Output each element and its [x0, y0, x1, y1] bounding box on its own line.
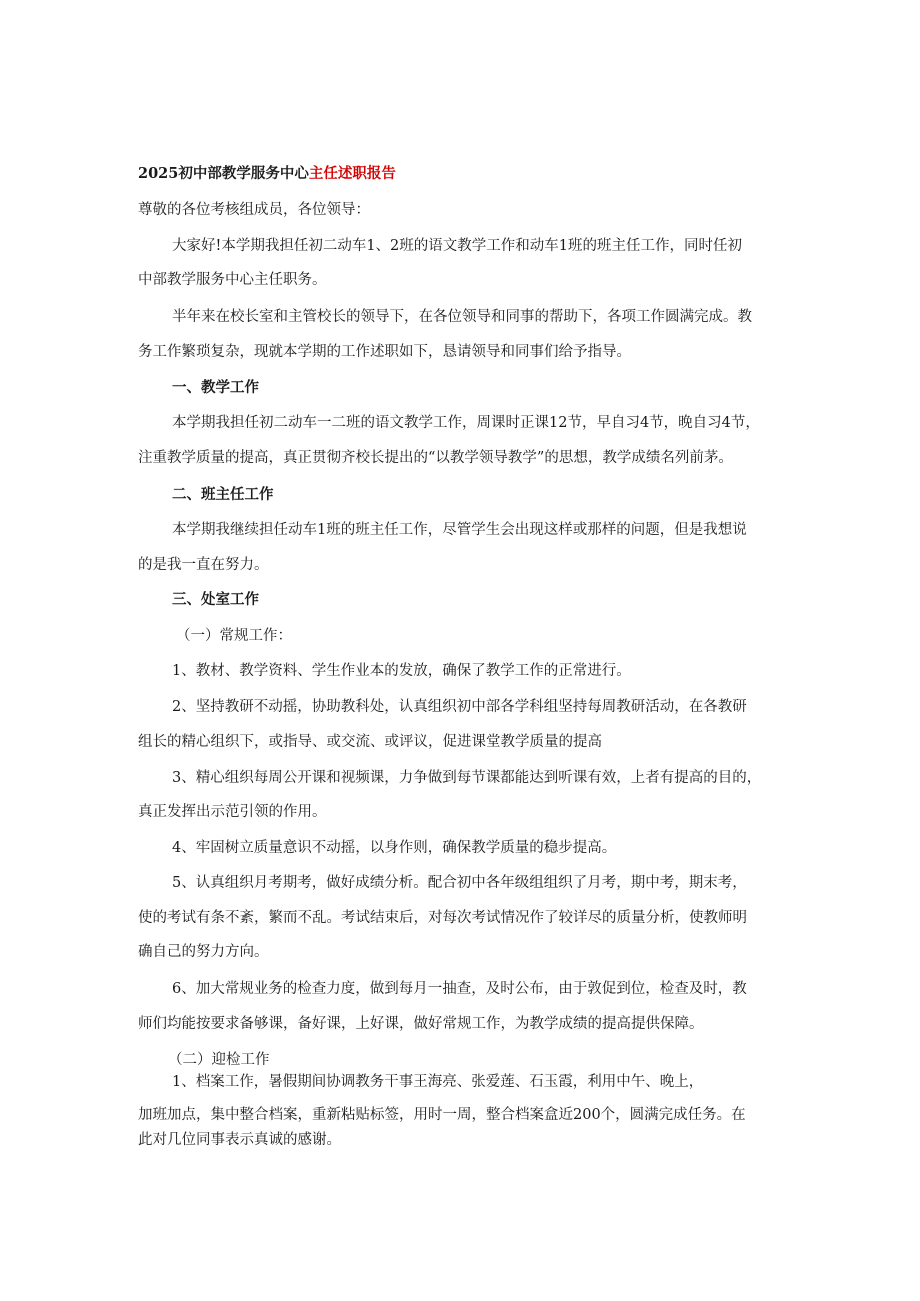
paragraph-line: 大家好!本学期我担任初二动车1、2班的语文教学工作和动车1班的班主任工作，同时任初	[172, 238, 742, 254]
paragraph-line: 务工作繁琐复杂，现就本学期的工作述职如下，恳请领导和同事们给予指导。	[138, 344, 631, 360]
list-item: 组长的精心组织下，或指导、或交流、或评议，促进课堂教学质量的提高	[138, 734, 602, 750]
section-heading: 二、班主任工作	[172, 486, 274, 503]
list-item: 1、档案工作，暑假期间协调教务干事王海亮、张爱莲、石玉霞，利用中午、晚上，	[172, 1074, 704, 1090]
report-title	[138, 164, 396, 184]
paragraph-line: 中部教学服务中心主任职务。	[138, 272, 327, 288]
list-item: 此对几位同事表示真诚的感谢。	[138, 1132, 341, 1148]
list-item: 师们均能按要求备够课，备好课，上好课，做好常规工作，为教学成绩的提高提供保障。	[138, 1016, 704, 1032]
list-item: 2、坚持教研不动摇，协助教科处，认真组织初中部各学科组坚持每周教研活动，在各教研	[172, 699, 747, 715]
subsection-heading: （一）常规工作：	[176, 628, 292, 644]
title-red: 主任述职报告	[308, 165, 396, 182]
list-item: 确自己的努力方向。	[138, 944, 269, 960]
list-item: 真正发挥出示范引领的作用。	[138, 804, 327, 820]
paragraph-line: 本学期我担任初二动车一二班的语文教学工作，周课时正课12节，早自习4节，晚自习4节，	[172, 415, 760, 431]
section-heading: 三、处室工作	[172, 591, 259, 608]
section-heading: 一、教学工作	[172, 379, 259, 396]
paragraph-line: 注重教学质量的提高，真正贯彻齐校长提出的“以教学领导教学”的思想，教学成绩名列前茅。	[138, 450, 733, 466]
subsection-heading: （二）迎检工作	[168, 1052, 270, 1068]
title-prefix: 2025初中部教学服务中心	[138, 165, 309, 182]
list-item: 加班加点，集中整合档案，重新粘贴标签，用时一周，整合档案盒近200个，圆满完成任务。在	[138, 1107, 746, 1123]
paragraph-line: 本学期我继续担任动车1班的班主任工作，尽管学生会出现这样或那样的问题，但是我想说	[172, 522, 747, 538]
list-item: 使的考试有条不紊，繁而不乱。考试结束后，对每次考试情况作了较详尽的质量分析，使教师明	[138, 910, 747, 926]
list-item: 3、精心组织每周公开课和视频课，力争做到每节课都能达到听课有效，上者有提高的目的，	[172, 770, 762, 786]
list-item: 6、加大常规业务的检查力度，做到每月一抽查，及时公布，由于敦促到位，检查及时，教	[172, 981, 747, 997]
list-item: 1、教材、教学资料、学生作业本的发放，确保了教学工作的正常进行。	[172, 663, 631, 679]
list-item: 4、牢固树立质量意识不动摇，以身作则，确保教学质量的稳步提高。	[172, 840, 617, 856]
paragraph-line: 的是我一直在努力。	[138, 557, 269, 573]
paragraph-line: 半年来在校长室和主管校长的领导下，在各位领导和同事的帮助下，各项工作圆满完成。教	[172, 309, 752, 325]
list-item: 5、认真组织月考期考，做好成绩分析。配合初中各年级组组织了月考，期中考，期末考，	[172, 875, 747, 891]
salutation: 尊敬的各位考核组成员，各位领导：	[138, 202, 370, 218]
